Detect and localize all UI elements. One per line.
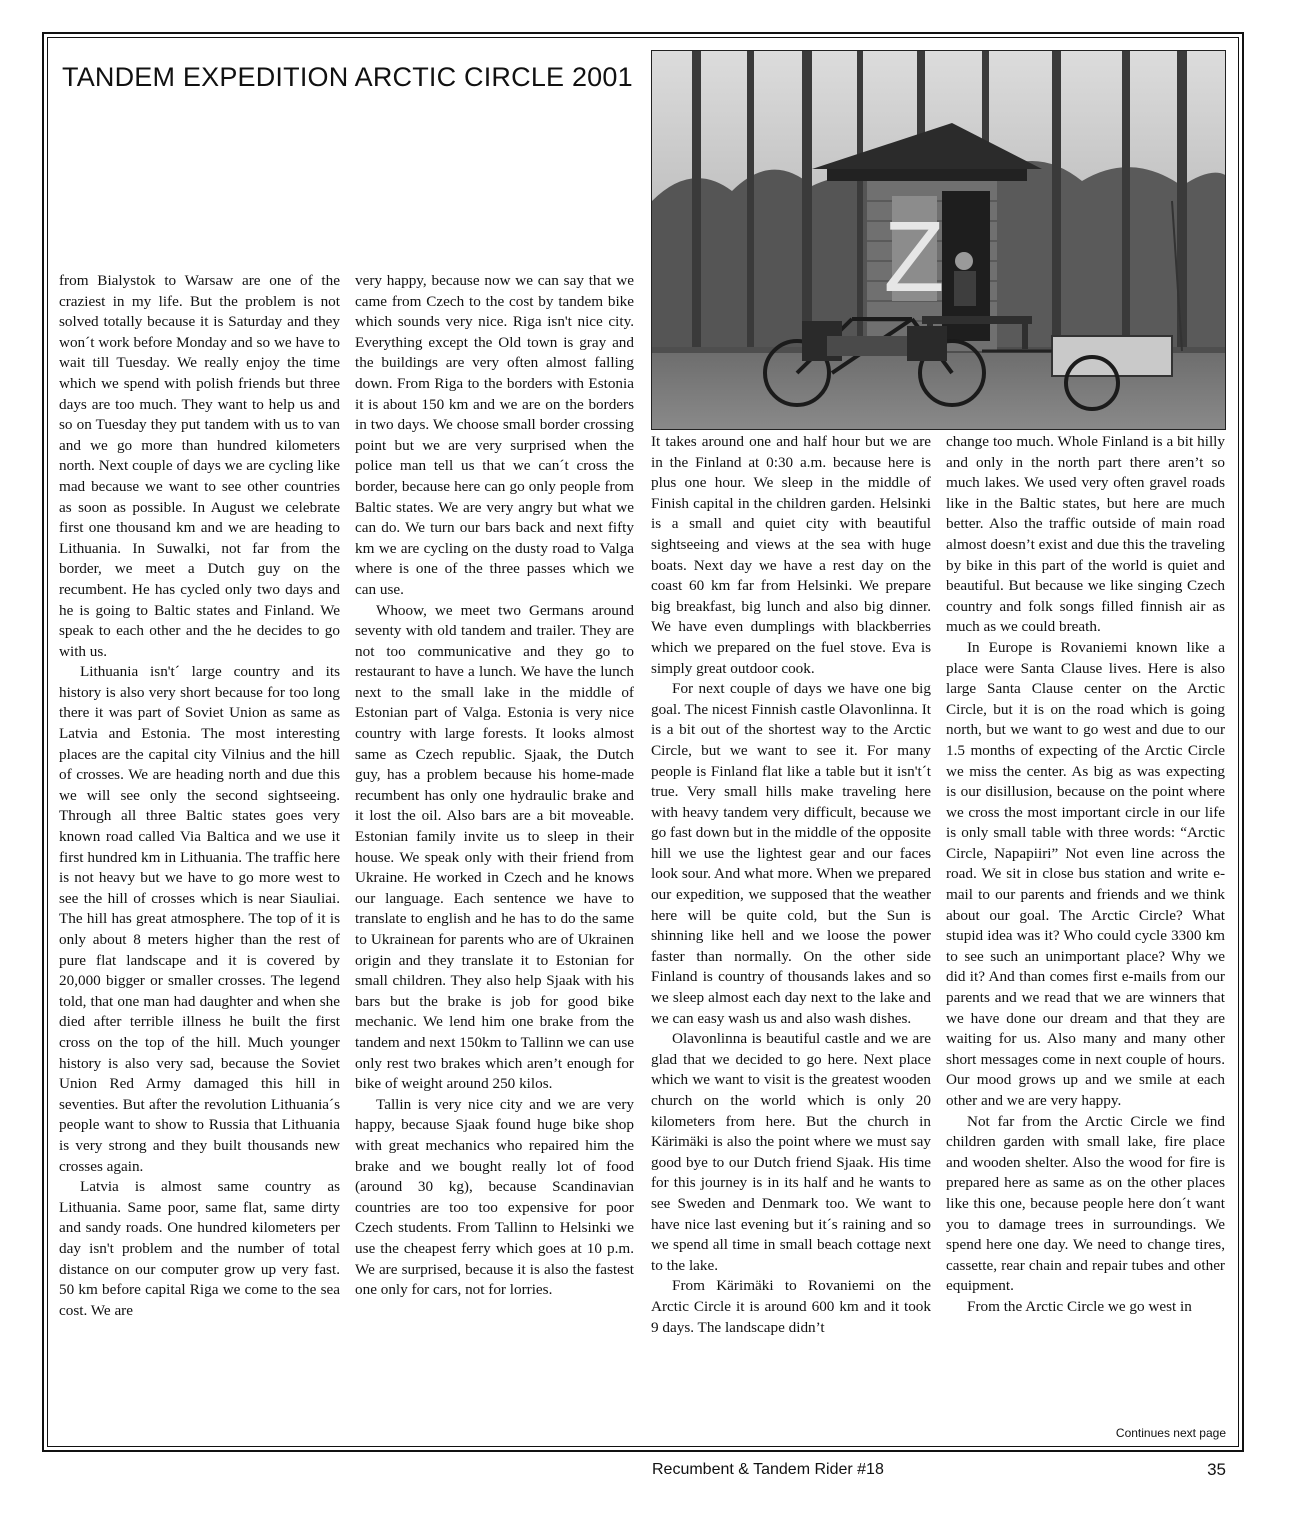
paragraph: In Europe is Rovaniemi known like a place were Santa Clause lives. Here is also large Santa Clause center on the Arctic Circle, but it is on the road which is going north, but we want to go west and due to our 1.5 months of expecting of the Arctic Circle we miss the center. As big as was expecting is our disillusion, because on the point where we cross the most important circle in our life is only small table with three words: “Arctic Circle, Napapiiri” Not even line across the road. We sit in close bus station and write e-mail to our parents and friends and we think about our goal. The Arctic Circle? What stupid idea was it? Who could cycle 3300 km to see such an unimportant place? Why we did it? And than comes first e-mails from our parents and we read that we are winners that we have done our dream and that they are waiting for us. Also many and many other short messages come in next couple of hours. Our mood grows up and we smile at each other and we are very happy. — [946, 638, 1225, 1109]
paragraph: Olavonlinna is beautiful castle and we are glad that we decided to go here. Next place which we want to visit is the greatest wooden church on the world which is only 20 kilometers from here. But the church in Kärimäki is also the point where we must say good bye to our Dutch friend Sjaak. His time for this journey is in its half and he wants to see Sweden and Denmark too. We want to have nice last evening but it´s raining and so we spend all time in small beach cottage next to the lake. — [651, 1030, 931, 1274]
paragraph: From Kärimäki to Rovaniemi on the Arctic Circle it is around 600 km and it took 9 days. The landscape didn’t — [651, 1277, 931, 1336]
text-column-2 — [355, 271, 634, 1441]
paragraph: from Bialystok to Warsaw are one of the craziest in my life. But the problem is not solved totally because it is Saturday and they won´t work before Monday and so we have to wait till Tuesday. We really enjoy the time which we spend with polish friends but three days are too much. They want to help us and so on Tuesday they put tandem with us to van and we go more than hundred kilometers north. Next couple of days we are cycling like mad because we want to see other countries as soon as possible. In August we celebrate first one thousand km and we are heading to Lithuania. In Suwalki, not far from the border, we meet a Dutch guy on the recumbent. He has cycled only two days and he is going to Baltic states and Finland. We speak to each other and the he decides to go with us. — [59, 272, 340, 660]
paragraph: For next couple of days we have one big goal. The nicest Finnish castle Olavonlinna. It is a bit out of the shortest way to the Arctic Circle, but we want to see it. For many people is Finland flat like a table but it isn't´t true. Very small hills make traveling here with heavy tandem very difficult, because we go fast down but in the middle of the opposite hill we use the lightest gear and our faces look sour. And what more. When we prepared our expedition, we supposed that the weather here will be quite cold, but the Sun is shinning like hell and we loose the power faster than normally. On the other side Finland is country of thousands lakes and so we sleep almost each day next to the lake and we can easy wash us and also wash dishes. — [651, 680, 931, 1027]
text-column-3 — [651, 432, 931, 1442]
sign-letter: Z — [883, 201, 945, 313]
paragraph: change too much. Whole Finland is a bit hilly and only in the north part there aren’t so much lakes. We used very often gravel roads like in the Baltic states, but here are much better. Also the traffic outside of main road almost doesn’t exist and due this the traveling by bike in this part of the world is quiet and beautiful. But because we like singing Czech country and folk songs filled finnish air as much as we could breath. — [946, 433, 1225, 636]
article-title: TANDEM EXPEDITION ARCTIC CIRCLE 2001 — [62, 62, 633, 92]
paragraph: very happy, because now we can say that we came from Czech to the cost by tandem bike which sounds very nice. Riga isn't nice city. Everything except the Old town is gray and the buildings are very often almost falling down. From Riga to the borders with Estonia it is about 150 km and we are on the borders in two days. We choose small border crossing point but we are very surprised when the police man tell us that we can´t cross the border, because here can go only people from Baltic states. We are very angry but what we can do. We turn our bars back and next fifty km we are cycling on the dusty road to Valga where is one of the three passes which we can use. — [355, 272, 634, 598]
expedition-photo — [651, 50, 1226, 430]
magazine-name: Recumbent & Tandem Rider #18 — [652, 1461, 884, 1478]
paragraph: It takes around one and half hour but we are in the Finland at 0:30 a.m. because here is plus one hour. We sleep in the middle of Finish capital in the children garden. Helsinki is a small and quiet city with beautiful sightseeing and views at the sea with huge boats. Next day we have a rest day on the coast 60 km far from Helsinki. We prepare big breakfast, big lunch and also big dinner. We have even dumplings with blackberries which we prepared on the fuel stove. Eva is simply great outdoor cook. — [651, 433, 931, 677]
paragraph: Tallin is very nice city and we are very happy, because Sjaak found huge bike shop with great mechanics who repaired him the brake and we bought really lot of food (around 30 kg), because Scandinavian countries are too too expensive for poor Czech students. From Tallinn to Helsinki we use the cheapest ferry which goes at 10 p.m. We are surprised, because it is also the fastest one only for cars, not for lorries. — [355, 1095, 634, 1299]
continues-note: Continues next page — [1115, 1426, 1226, 1440]
paragraph: Latvia is almost same country as Lithuania. Same poor, same flat, same dirty and sandy roads. One hundred kilometers per day isn't problem and the number of total distance on our computer grow up very fast. 50 km before capital Riga we come to the sea cost. We are — [59, 1178, 340, 1319]
paragraph: Whoow, we meet two Germans around seventy with old tandem and trailer. They are not too communicative and they go to restaurant to have a lunch. We have the lunch next to the small lake in the middle of Estonian part of Valga. Estonia is very nice country with large forests. It looks almost same as Czech republic. Sjaak, the Dutch guy, has a problem because his home-made recumbent has only one hydraulic brake and it lost the oil. Also bars are a bit moveable. Estonian family invite us to sleep in their house. We speak only with their friend from Ukraine. He worked in Czech and he knows our language. Each sentence we have to translate to english and he has to do the same to Ukrainean for parents who are of Ukrainen origin and they translate it to Estonian for small children. They also help Sjaak with his bars but the brake is job for good bike mechanic. We lend him one brake from the tandem and next 150km to Tallinn we can use only rest two brakes which aren’t enough for bike of weight around 250 kilos. — [355, 601, 634, 1093]
paragraph: Lithuania isn't´ large country and its history is also very short because for too long there it was part of Soviet Union as same as Latvia and Estonia. The most interesting places are the capital city Vilnius and the hill of crosses. We are heading north and due this we will see only the second sightseeing. Through all three Baltic states goes very known road called Via Baltica and we use it first hundred km in Lithuania. The traffic here is not heavy but we have to go more west to see the hill of crosses which is near Siauliai. The hill has great atmosphere. The top of it is only about 8 meters higher than the rest of pure flat landscape and it is covered by 20,000 bigger or smaller crosses. The legend told, that one man had daughter and when she died after terrible illness he built the first cross on the top of the hill. Much younger history is also very sad, because the Soviet Union Red Army damaged this hill in seventies. But after the revolution Lithuania´s people want to show to Russia that Lithuania is very strong and they built thousands new crosses again. — [59, 663, 340, 1175]
paragraph: Not far from the Arctic Circle we find children garden with small lake, fire place and wooden shelter. Also the wood for fire is prepared here as same as on the other places like this one, because people here don´t want you to damage trees in surroundings. We spend here one day. We need to change tires, cassette, rear chain and repair tubes and other equipment. — [946, 1112, 1225, 1295]
text-column-4 — [946, 432, 1225, 1412]
text-column-1 — [59, 271, 340, 1441]
page-number: 35 — [1207, 1460, 1226, 1479]
paragraph: From the Arctic Circle we go west in — [967, 1297, 1192, 1315]
